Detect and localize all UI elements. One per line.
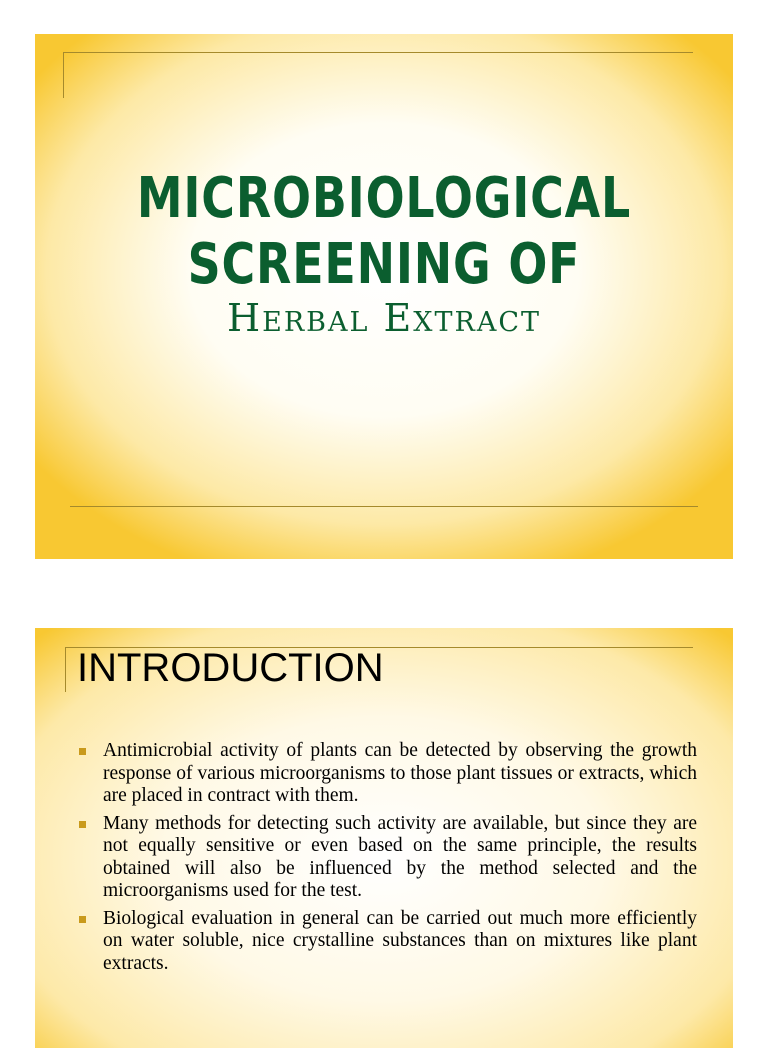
- list-item: [75, 740, 697, 808]
- section-heading: INTRODUCTION: [77, 646, 384, 690]
- top-divider: [63, 52, 693, 53]
- list-item: [75, 908, 697, 976]
- bullet-text: Many methods for detecting such activity are available, but since they are not equally sensitive or even based on the same principle, the results obtained will also be influenced by the method selected and the microorganisms used for the test.: [103, 812, 697, 901]
- bullet-text: Antimicrobial activity of plants can be detected by observing the growth response of various microorganisms to those plant tissues or extracts, which are placed in contract with them.: [103, 740, 697, 806]
- introduction-slide: [35, 628, 733, 1048]
- bottom-divider: [70, 506, 698, 507]
- bullet-text: Biological evaluation in general can be carried out much more efficiently on water soluble, nice crystalline substances than on mixtures like plant extracts.: [103, 907, 697, 974]
- title-line-1: MICROBIOLOGICAL: [136, 166, 632, 231]
- title-slide: [35, 34, 733, 559]
- bullet-list: [75, 740, 697, 980]
- slide-subtitle: Herbal Extract: [227, 296, 541, 340]
- side-divider: [63, 52, 64, 98]
- list-item: [75, 813, 697, 903]
- square-bullet-icon: [79, 916, 86, 923]
- square-bullet-icon: [79, 821, 86, 828]
- slide-title: [98, 166, 670, 298]
- side-divider: [65, 647, 66, 692]
- title-line-2: SCREENING OF: [187, 232, 581, 297]
- square-bullet-icon: [79, 748, 86, 755]
